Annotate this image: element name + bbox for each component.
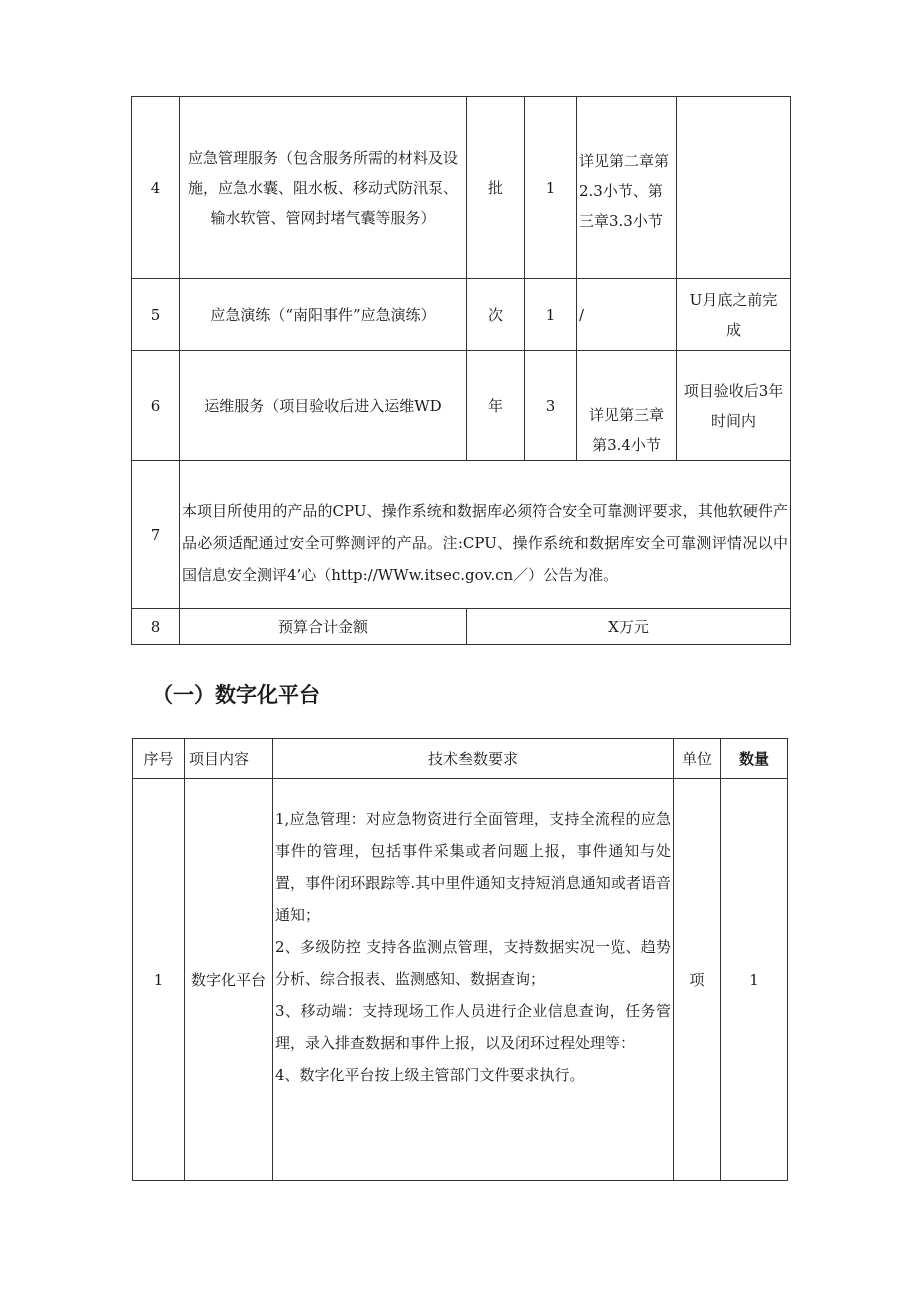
spec-table xyxy=(132,738,788,1181)
item-qty: 3 xyxy=(525,351,577,461)
row-index: 1 xyxy=(133,779,185,1181)
item-reference: 详见第二章第2.3小节、第三章3.3小节 xyxy=(577,97,677,279)
item-qty: 1 xyxy=(525,279,577,351)
row-index: 6 xyxy=(132,351,180,461)
header-index: 序号 xyxy=(133,739,185,779)
item-unit: 批 xyxy=(467,97,525,279)
item-note: U月底之前完成 xyxy=(677,279,791,351)
row-index: 8 xyxy=(132,609,180,645)
item-unit: 次 xyxy=(467,279,525,351)
table-row xyxy=(132,461,791,609)
header-item: 项目内容 xyxy=(185,739,273,779)
item-reference: / xyxy=(577,279,677,351)
spec-line: 2、多级防控 支持各监测点管理，支持数据实况一览、趋势分析、综合报表、监测感知、数据查询； xyxy=(275,938,671,988)
table-row xyxy=(132,279,791,351)
item-unit: 年 xyxy=(467,351,525,461)
item-content: 应急演练（“南阳事件”应急演练） xyxy=(180,279,467,351)
table-row xyxy=(132,97,791,279)
budget-total-label: 预算合计金额 xyxy=(180,609,467,645)
spec-line: 1,应急管理：对应急物资进行全面管理，支持全流程的应急事件的管理，包括事件采集或者问题上报，事件通知与处置，事件闭环跟踪等.其中里件通知支持短消息通知或者语音通知； xyxy=(275,810,671,924)
item-note xyxy=(677,97,791,279)
item-unit: 项 xyxy=(674,779,721,1181)
item-qty: 1 xyxy=(721,779,788,1181)
row-index: 5 xyxy=(132,279,180,351)
spec-line: 3、移动端：支持现场工作人员进行企业信息查询，任务管理，录入排查数据和事件上报，以及闭环过程处理等： xyxy=(275,1002,671,1052)
compliance-note: 本项目所使用的产品的CPU、操作系统和数据库必须符合安全可靠测评要求，其他软硬件产品必须适配通过安全可弊测评的产品。注:CPU、操作系统和数据库安全可靠测评情况以中国信息安全测评4’心（http://WWw.itsec.gov.cn／）公告为准。 xyxy=(180,461,791,609)
spec-line: 4、数字化平台按上级主管部门文件要求执行。 xyxy=(275,1066,585,1084)
item-note: 项目验收后3年时间内 xyxy=(677,351,791,461)
item-content: 运维服务（项目验收后进入运维WD xyxy=(180,351,467,461)
budget-total-value: X万元 xyxy=(467,609,791,645)
table-row xyxy=(132,609,791,645)
header-spec: 技术叁数要求 xyxy=(273,739,674,779)
row-index: 4 xyxy=(132,97,180,279)
table-header-row xyxy=(133,739,788,779)
table-row xyxy=(132,351,791,461)
table-row xyxy=(133,779,788,1181)
item-qty: 1 xyxy=(525,97,577,279)
section-heading: （一）数字化平台 xyxy=(152,683,320,707)
spec-text xyxy=(273,779,674,1181)
header-qty: 数量 xyxy=(721,739,788,779)
item-reference: 详见第三章第3.4小节 xyxy=(577,351,677,461)
item-name: 数字化平台 xyxy=(185,779,273,1181)
budget-table xyxy=(131,96,791,645)
header-unit: 单位 xyxy=(674,739,721,779)
row-index: 7 xyxy=(132,461,180,609)
item-content: 应急管理服务（包含服务所需的材料及设施，应急水囊、阻水板、移动式防汛泵、输水软管、管网封堵气囊等服务） xyxy=(180,97,467,279)
